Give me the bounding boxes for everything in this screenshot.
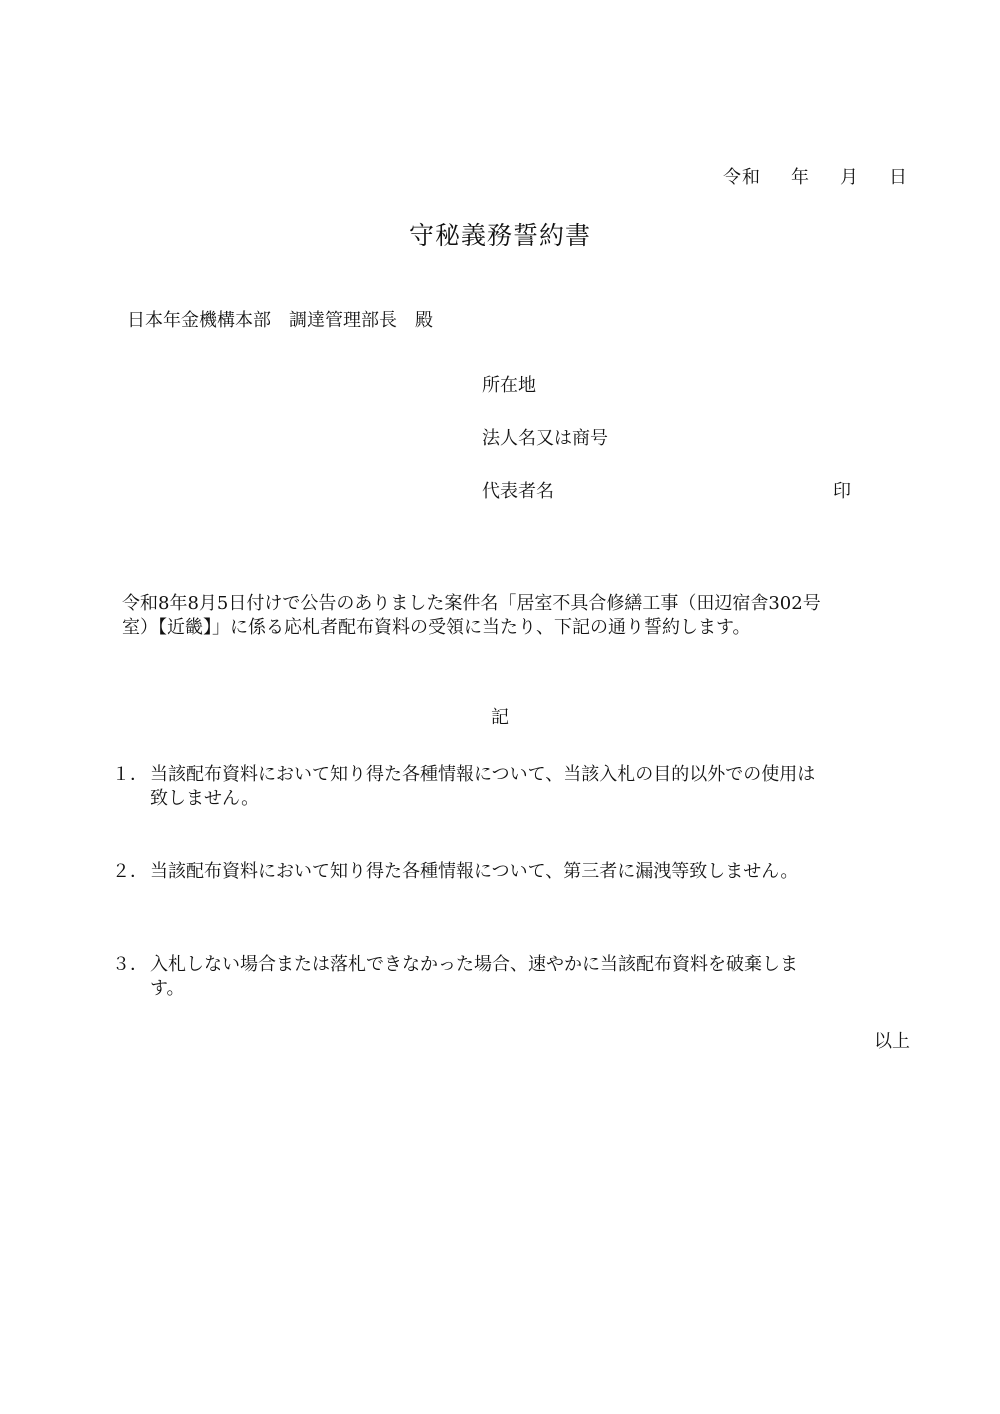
document-title: 守秘義務誓約書	[408, 221, 591, 250]
list-item	[112, 953, 912, 1001]
item-number: ３．	[112, 954, 148, 975]
item-line-1: 入札しない場合または落札できなかった場合、速やかに当該配布資料を破棄しま	[150, 954, 798, 975]
list-item	[112, 763, 912, 811]
list-item	[112, 860, 912, 884]
representative-label: 代表者名	[482, 481, 554, 502]
address-label: 所在地	[482, 375, 536, 396]
addressee: 日本年金機構本部 調達管理部長 殿	[127, 310, 433, 331]
item-line-2: す。	[150, 978, 185, 999]
company-label: 法人名又は商号	[482, 428, 608, 449]
seal-mark: 印	[833, 481, 851, 502]
item-line-1: 当該配布資料において知り得た各種情報について、当該入札の目的以外での使用は	[150, 764, 816, 785]
date-line	[696, 142, 908, 210]
intro-line-1: 令和8年8月5日付けで公告のありました案件名「居室不具合修繕工事（田辺宿舎302号	[122, 593, 821, 614]
item-line-2: 致しません。	[150, 788, 260, 809]
date-era: 令和	[723, 167, 761, 188]
ki-heading: 記	[491, 707, 509, 728]
closing-mark: 以上	[874, 1031, 910, 1052]
item-line-1: 当該配布資料において知り得た各種情報について、第三者に漏洩等致しません。	[150, 861, 799, 882]
date-day: 日	[889, 167, 908, 188]
date-year: 年	[791, 167, 810, 188]
date-month: 月	[840, 167, 859, 188]
item-number: １．	[112, 764, 148, 785]
intro-line-2: 室）【近畿】」に係る応札者配布資料の受領に当たり、下記の通り誓約します。	[122, 617, 751, 638]
item-number: ２．	[112, 861, 148, 882]
intro-paragraph	[122, 592, 912, 640]
